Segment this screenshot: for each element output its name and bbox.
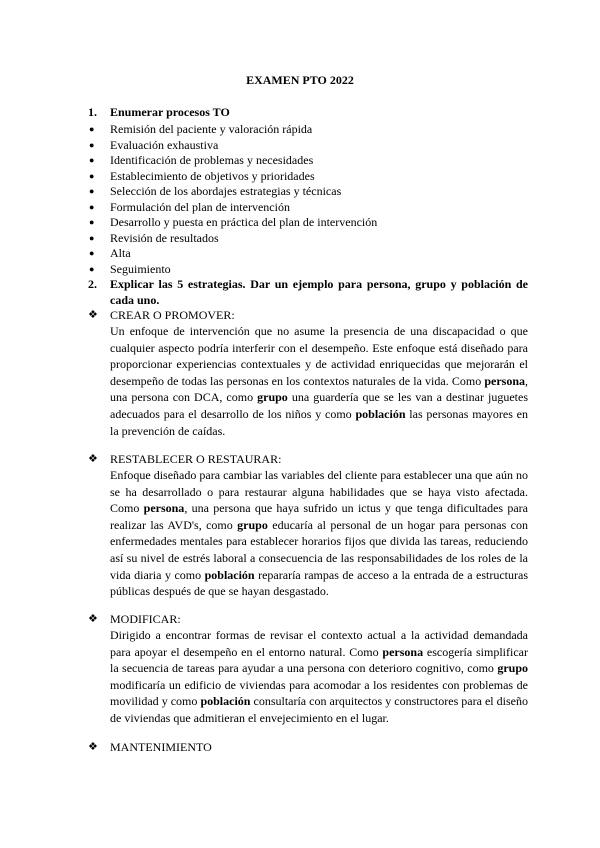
list-item: ● Selección de los abordajes estrategias y técnicas: [88, 184, 377, 200]
body-text: repararía rampas de acceso a la entrada de a estructuras públicas después de que se hayan desgastado.: [110, 567, 528, 599]
section-restablecer: [88, 451, 528, 600]
question-1-text: Enumerar procesos TO: [110, 105, 230, 119]
section-crear-body: [110, 323, 528, 439]
section-modificar: [88, 611, 528, 727]
body-text: una guardería que se les van a destinar juguetes adecuados para el desarrollo de los niños y como: [110, 390, 528, 421]
document-title: EXAMEN PTO 2022: [246, 73, 354, 87]
section-restablecer-body: [110, 467, 528, 600]
body-text: modificaría un edificio de viviendas para acomodar a los residentes con problemas de movilidad y como: [110, 677, 528, 709]
list-item: ● Seguimiento: [88, 262, 377, 278]
body-text: las personas mayores en la prevención de caídas.: [110, 406, 529, 438]
body-text: consultaría con arquitectos y constructores para el diseño de viviendas que admitieran el envejecimiento en el lugar.: [110, 694, 528, 725]
section-mantenimiento: [88, 739, 528, 755]
section-modificar-body: [110, 627, 528, 727]
section-modificar-label: ❖ MODIFICAR:: [88, 611, 528, 627]
list-item: ● Identificación de problemas y necesidades: [88, 153, 377, 169]
question-2-text: Explicar las 5 estrategias. Dar un ejemplo para persona, grupo y población de cada uno.: [110, 277, 528, 307]
question-1-number: 1.: [88, 105, 97, 119]
list-item: ● Desarrollo y puesta en práctica del plan de intervención: [88, 215, 377, 231]
process-list: [88, 122, 377, 277]
body-text: educaría al personal de un hogar para personas con enfermedades mentales para establecer horarios fijos que divida las tareas, reduciendo así su nivel de estrés laboral a consecuencia de las responsabilidades de los roles de la vida diaria y como: [110, 517, 528, 582]
list-item: ● Revisión de resultados: [88, 231, 377, 247]
list-item: ● Evaluación exhaustiva: [88, 138, 377, 154]
keyword-persona: persona: [484, 373, 525, 388]
body-text: escogería simplificar la secuencia de tareas para ayudar a una persona con deterioro cognitivo, como: [110, 644, 528, 676]
list-item: ● Alta: [88, 246, 377, 262]
body-text: , una persona con DCA, como: [110, 373, 528, 405]
keyword-poblacion: población: [204, 567, 255, 582]
keyword-persona: persona: [143, 501, 185, 516]
question-2-number: 2.: [88, 277, 97, 291]
question-2-heading: [88, 276, 528, 308]
list-item: ● Remisión del paciente y valoración rápida: [88, 122, 377, 138]
section-mantenimiento-label: ❖ MANTENIMIENTO: [88, 739, 528, 755]
section-crear: [88, 307, 528, 439]
list-item: ● Formulación del plan de intervención: [88, 200, 377, 216]
keyword-persona: persona: [382, 644, 424, 659]
body-text: Un enfoque de intervención que no asume la presencia de una discapacidad o que cualquier aspecto podría interferir con el desempeño. Este enfoque está diseñado para proporcionar experiencias contextuales y de actividad enriquecidas que mejorarán el desempeño de todas las personas en los contextos naturales de la vida. Como: [110, 324, 528, 388]
list-item: ● Establecimiento de objetivos y prioridades: [88, 169, 377, 185]
keyword-grupo: grupo: [497, 661, 528, 676]
section-restablecer-label: ❖ RESTABLECER O RESTAURAR:: [88, 451, 528, 467]
keyword-poblacion: población: [200, 694, 251, 709]
question-1-heading: [88, 104, 528, 120]
keyword-grupo: grupo: [257, 390, 288, 405]
keyword-grupo: grupo: [237, 517, 268, 532]
keyword-poblacion: población: [355, 406, 406, 421]
body-text: Dirigido a encontrar formas de revisar el contexto actual a la actividad demandada para apoyar el desempeño en el entorno natural. Como: [110, 628, 528, 659]
body-text: Enfoque diseñado para cambiar las variables del cliente para establecer una que aún no se ha desarrollado o para restaurar alguna habilidades que se haya visto afectada. Como: [110, 468, 528, 516]
section-crear-label: ❖ CREAR O PROMOVER:: [88, 307, 528, 323]
body-text: , una persona que haya sufrido un ictus y que tenga dificultades para realizar las AVD's, como: [110, 501, 528, 532]
